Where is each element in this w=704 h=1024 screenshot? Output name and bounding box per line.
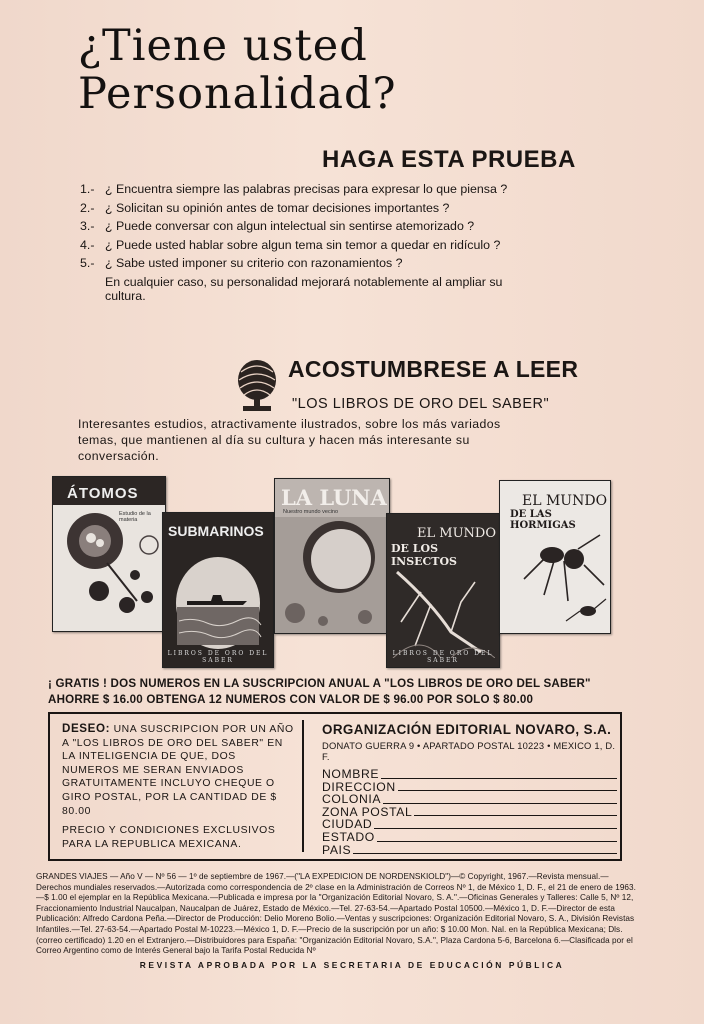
title-line-2: Personalidad?: [78, 69, 397, 119]
book-mundo-hormigas: [499, 480, 611, 634]
book-subtitle: DE LAS HORMIGAS: [510, 509, 576, 531]
subscription-request: [62, 722, 294, 818]
field-estado[interactable]: [322, 831, 617, 844]
book-title: EL MUNDO: [417, 526, 496, 541]
promo-intro: Interesantes estudios, atractivamente ilustrados, sobre los más variados temas, que mantienen al día su cultura y hacen más interesante su conversación.: [78, 417, 501, 463]
free-offer: [48, 676, 628, 708]
field-label: CIUDAD: [322, 817, 373, 832]
question-text: ¿ Puede usted hablar sobre algun tema sin temor a quedar en ridículo ?: [105, 237, 501, 252]
write-line[interactable]: [377, 841, 617, 842]
mantis-illustration: [391, 562, 495, 658]
price-note: PRECIO Y CONDICIONES EXCLUSIVOS PARA LA REPUBLICA MEXICANA.: [62, 825, 276, 850]
question-item: [80, 256, 520, 271]
question-number: 1.-: [80, 182, 95, 196]
deseo-text: UNA SUSCRIPCION POR UN AÑO A "LOS LIBROS DE ORO DEL SABER" EN LA INTELIGENCIA DE QUE, DOS NUMEROS ME SERAN ENVIADOS GRATUITAMENTE INCLUYO CHEQUE O GIRO POSTAL, POR LA CANTIDAD DE $ 80.00: [62, 724, 294, 817]
question-number: 5.-: [80, 256, 95, 270]
book-title: EL MUNDO: [522, 493, 608, 509]
book-footer: LIBROS DE ORO DEL SABER: [167, 650, 269, 664]
publisher-address: DONATO GUERRA 9 • APARTADO POSTAL 10223 • MEXICO 1, D. F.: [322, 740, 616, 762]
promo-headline: ACOSTUMBRESE A LEER: [288, 356, 579, 382]
publisher-name: ORGANIZACIÓN EDITORIAL NOVARO, S.A.: [322, 722, 612, 737]
field-label: ESTADO: [322, 829, 375, 844]
coupon-form: [322, 722, 617, 856]
legal-notice: GRANDES VIAJES — Año V — Nº 56 — 1º de septiembre de 1967.—("LA EXPEDICION DE NORDENSKIOLD")—© Copyright, 1967.—Revista mensual.— Derechos mundiales reservados.—Autorizada como correspondencia de 2º clase en la Administración de Correos Nº 1, de México 1, D. F., el 21 de enero de 1963.—$ 1.00 el ejemplar en la República Mexicana.—Publicada e impresa por la "Organización Editorial Novaro, S. A.".—Oficinas Generales y Talleres: Calle 5, Nº 12, Fraccionamiento Industrial Naucalpan, Naucalpan de Juárez, Estado de México.—Tel. 27-63-54.—Apartado Postal 10500.—México 1, D. F.—Director de esta Publicación: Alfredo Cardona Peña.—Director de Producción: Delio Moreno Bolio.—Ventas y suscripciones: Organización Editorial Novaro, S. A., División Revistas Infantiles.—Tel. 27-63-54.—Apartado Postal M-10223.—México 1, D. F.—Precio de la suscripción por un año: $ 10.00 Mon. Nal. en la República Mexicana; Dls. (correo certificado) 1.20 en el Extranjero.—Distribuidores para España: "Organización Editorial Novaro, S.A.", Plaza Cardona 5-6, Barcelona 6.—Clasificada por el Correo Argentino como de Interés General bajo la Tarifa Postal Reducida Nº: [36, 872, 636, 956]
form-fields: [322, 768, 617, 856]
book-mundo-insectos: [386, 513, 500, 668]
coupon-divider: [302, 720, 304, 852]
coupon-terms: [62, 722, 294, 851]
subscription-coupon: [48, 712, 622, 861]
page-title: [78, 22, 638, 118]
book-subtitle: DE LOS INSECTOS: [391, 542, 457, 568]
field-pais[interactable]: [322, 844, 617, 857]
questionnaire: [80, 182, 520, 304]
deseo-label: DESEO:: [62, 722, 111, 735]
offer-line-2: AHORRE $ 16.00 OBTENGA 12 NUMEROS CON VALOR DE $ 96.00 POR SOLO $ 80.00: [48, 693, 534, 706]
question-text: ¿ Sabe usted imponer su criterio con razonamientos ?: [105, 256, 403, 270]
approval-notice: REVISTA APROBADA POR LA SECRETARIA DE EDUCACIÓN PÚBLICA: [139, 960, 565, 970]
question-item: [80, 219, 520, 234]
book-submarinos: [162, 512, 274, 668]
question-text: ¿ Encuentra siempre las palabras precisas para expresar lo que piensa ?: [105, 182, 508, 196]
book-footer: LIBROS DE ORO DEL SABER: [392, 650, 494, 664]
field-label: DIRECCION: [322, 779, 396, 794]
book-note: Estudio de la materia: [119, 511, 151, 523]
write-line[interactable]: [414, 815, 617, 816]
atom-illustration: [57, 505, 161, 629]
question-item: [80, 201, 520, 216]
question-number: 4.-: [80, 237, 95, 252]
ant-illustration: [504, 525, 608, 629]
question-item: [80, 238, 520, 253]
field-label: PAIS: [322, 842, 352, 857]
question-item: [80, 182, 520, 197]
question-number: 3.-: [80, 219, 95, 233]
subtitle: HAGA ESTA PRUEBA: [322, 146, 576, 173]
moon-crater-illustration: [275, 517, 389, 633]
collection-name: "LOS LIBROS DE ORO DEL SABER": [292, 396, 550, 412]
book-note: Nuestro mundo vecino: [283, 509, 339, 515]
book-title: LA LUNA: [281, 485, 387, 510]
tree-logo-icon: [235, 358, 279, 414]
question-text: ¿ Puede conversar con algun intelectual sin sentirse atemorizado ?: [105, 219, 475, 233]
offer-line-1: ¡ GRATIS ! DOS NUMEROS EN LA SUSCRIPCION ANUAL A "LOS LIBROS DE ORO DEL SABER": [48, 677, 591, 690]
book-la-luna: [274, 478, 390, 634]
closing-remark: En cualquier caso, su personalidad mejorará notablemente al ampliar su cultura.: [105, 274, 503, 303]
write-line[interactable]: [383, 803, 617, 804]
book-title: SUBMARINOS: [168, 523, 264, 539]
field-nombre[interactable]: [322, 768, 617, 781]
question-text: ¿ Solicitan su opinión antes de tomar decisiones importantes ?: [105, 200, 450, 215]
field-label: COLONIA: [322, 792, 382, 807]
title-line-1: ¿Tiene usted: [78, 21, 368, 71]
field-label: ZONA POSTAL: [322, 804, 413, 819]
submarine-illustration: [173, 549, 263, 649]
write-line[interactable]: [353, 853, 617, 854]
write-line[interactable]: [374, 828, 617, 829]
book-title: ÁTOMOS: [67, 485, 139, 502]
book-atomos: [52, 476, 166, 632]
field-colonia[interactable]: [322, 793, 617, 806]
question-number: 2.-: [80, 200, 95, 215]
field-label: NOMBRE: [322, 767, 380, 781]
write-line[interactable]: [381, 778, 617, 779]
write-line[interactable]: [398, 790, 617, 791]
